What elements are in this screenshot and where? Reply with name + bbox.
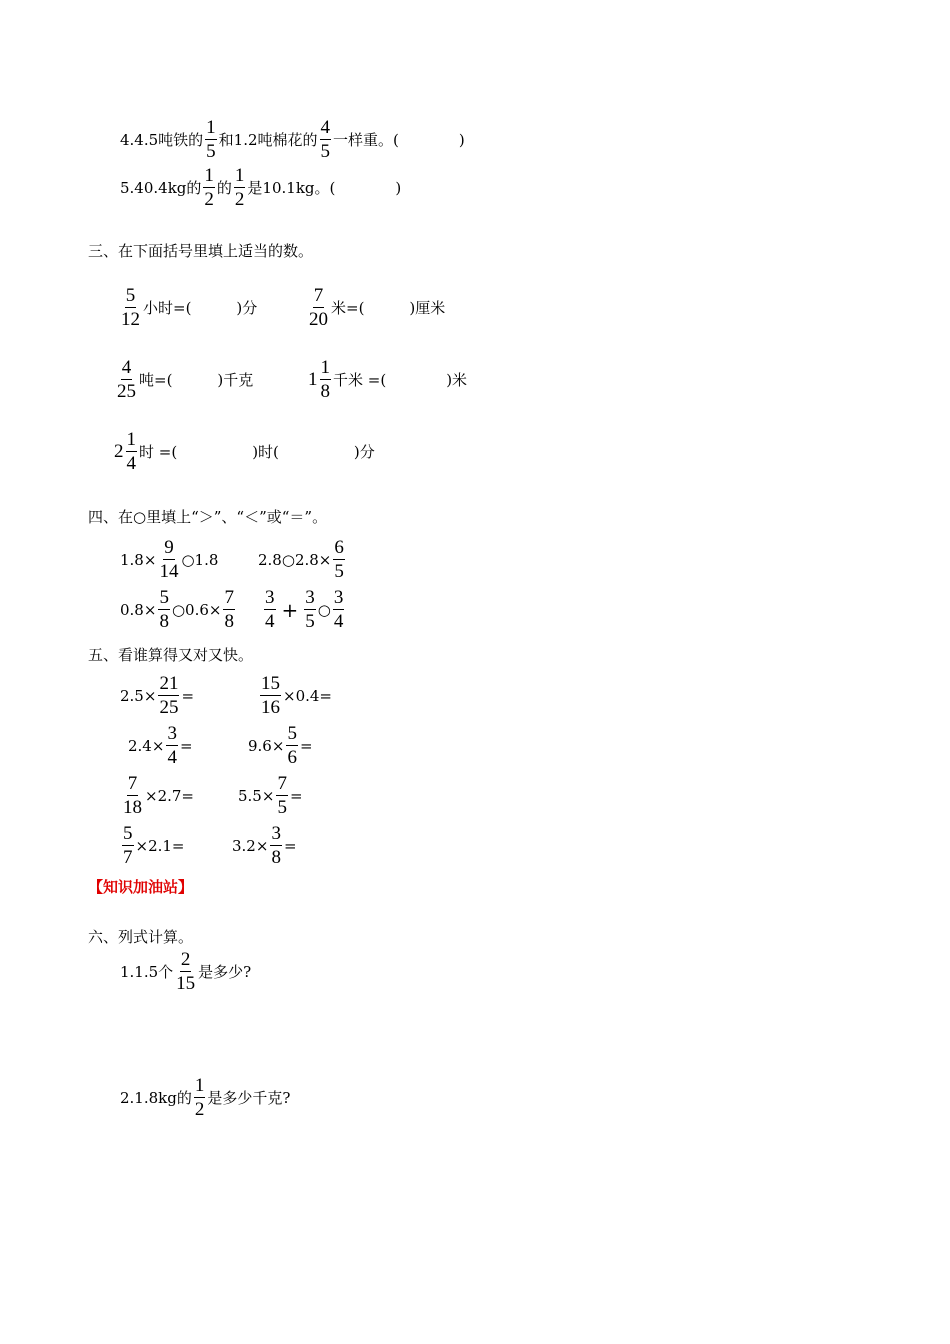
numerator: 4	[121, 357, 132, 378]
problem-text: 1.1.5个	[120, 963, 174, 981]
calc-text: ×2.7=	[145, 786, 194, 805]
compare-circle: ○	[317, 600, 331, 619]
denominator: 18	[123, 797, 142, 818]
denominator: 6	[287, 747, 297, 768]
knowledge-banner: 【知识加油站】	[88, 878, 194, 896]
fill-item-4-text: 千米 =( )米	[333, 371, 468, 389]
denominator: 4	[126, 453, 136, 474]
word-problem-1[interactable]	[120, 950, 251, 993]
numerator: 7	[313, 285, 324, 306]
fill-item-1-text: 小时=( )分	[143, 299, 258, 317]
denominator: 5	[334, 561, 344, 582]
numerator: 1	[234, 165, 245, 186]
denominator: 12	[121, 309, 140, 330]
denominator: 20	[309, 309, 328, 330]
compare-item-4[interactable]	[262, 588, 346, 631]
calc-text: 3.2×	[232, 836, 269, 855]
calc-item-6[interactable]	[238, 774, 303, 817]
judge-item-4	[120, 118, 465, 161]
denominator: 5	[206, 141, 216, 162]
fill-item-2-text: 米=( )厘米	[331, 299, 446, 317]
problem-text: 2.1.8kg的	[120, 1089, 192, 1107]
whole-number: 1	[308, 368, 318, 390]
section-3-title: 三、在下面括号里填上适当的数。	[88, 242, 314, 260]
fraction	[308, 286, 329, 329]
denominator: 2	[194, 1099, 205, 1120]
fraction	[158, 588, 170, 631]
fraction	[122, 824, 134, 867]
problem-text: 是多少?	[198, 963, 252, 981]
fraction	[276, 774, 288, 817]
compare-text: 0.8×	[120, 600, 157, 619]
judge-4-text-a: 4.4.5吨铁的	[120, 131, 204, 149]
calc-item-5[interactable]	[120, 774, 194, 817]
denominator: 16	[261, 697, 280, 718]
fill-item-4[interactable]	[308, 358, 467, 401]
numerator: 6	[334, 537, 344, 558]
calc-item-1[interactable]	[120, 674, 194, 717]
calc-text: =	[299, 736, 313, 755]
calc-item-3[interactable]	[128, 724, 193, 767]
denominator: 8	[320, 381, 330, 402]
numerator: 1	[204, 165, 214, 186]
numerator: 5	[125, 285, 136, 306]
fraction	[175, 950, 196, 993]
numerator: 9	[164, 537, 174, 558]
fill-item-3[interactable]	[114, 358, 253, 401]
calc-text: =	[289, 786, 303, 805]
denominator: 25	[117, 381, 136, 402]
plus-sign: +	[281, 597, 299, 622]
calc-item-8[interactable]	[232, 824, 297, 867]
numerator: 3	[167, 723, 177, 744]
calc-text: =	[283, 836, 297, 855]
calc-text: 5.5×	[238, 786, 275, 805]
numerator: 5	[159, 587, 169, 608]
fraction	[270, 824, 282, 867]
numerator: 1	[206, 117, 216, 138]
numerator: 1	[194, 1075, 205, 1096]
judge-5-text-b: 的	[216, 179, 232, 197]
compare-text: 2.8○2.8×	[258, 550, 332, 569]
compare-item-3[interactable]	[120, 588, 237, 631]
denominator: 2	[204, 189, 214, 210]
fraction	[333, 588, 345, 631]
numerator: 3	[271, 823, 281, 844]
fraction	[166, 724, 178, 767]
fraction	[116, 358, 137, 401]
compare-text: ○1.8	[181, 550, 219, 569]
fraction	[158, 674, 179, 717]
fill-item-3-text: 吨=( )千克	[139, 371, 254, 389]
denominator: 14	[159, 561, 179, 582]
fraction	[304, 588, 316, 631]
compare-item-1[interactable]	[120, 538, 218, 581]
denominator: 15	[176, 973, 196, 994]
compare-item-2[interactable]	[258, 538, 347, 581]
numerator: 3	[305, 587, 315, 608]
denominator: 8	[159, 611, 169, 632]
calc-text: ×2.1=	[135, 836, 185, 855]
whole-number: 2	[114, 440, 124, 462]
calc-text: ×0.4=	[283, 686, 332, 705]
judge-5-text-a: 5.40.4kg的	[120, 179, 202, 197]
denominator: 4	[167, 747, 177, 768]
fraction	[223, 588, 235, 631]
fill-item-5-text: 时 =( )时( )分	[139, 443, 375, 461]
fraction	[260, 674, 281, 717]
fraction	[264, 588, 276, 631]
judge-4-text-b: 和1.2吨棉花的	[218, 131, 318, 149]
fraction	[320, 358, 332, 401]
numerator: 1	[320, 357, 330, 378]
numerator: 5	[287, 723, 297, 744]
denominator: 5	[305, 611, 315, 632]
calc-text: 2.5×	[120, 686, 157, 705]
judge-item-5	[120, 166, 401, 209]
word-problem-2[interactable]	[120, 1076, 290, 1119]
denominator: 4	[333, 611, 344, 632]
denominator: 4	[265, 611, 275, 632]
compare-text: 1.8×	[120, 550, 157, 569]
numerator: 1	[126, 429, 136, 450]
fill-item-1[interactable]	[118, 286, 257, 329]
denominator: 5	[277, 797, 287, 818]
section-4-title: 四、在○里填上“＞”、“＜”或“＝”。	[88, 508, 328, 526]
numerator: 4	[320, 117, 331, 138]
denominator: 5	[320, 141, 331, 162]
numerator: 21	[159, 673, 179, 694]
numerator: 15	[261, 673, 280, 694]
compare-text: ○0.6×	[171, 600, 222, 619]
section-5-title: 五、看谁算得又对又快。	[88, 646, 254, 664]
numerator: 5	[123, 823, 133, 844]
fill-item-2[interactable]	[306, 286, 445, 329]
numerator: 7	[277, 773, 287, 794]
denominator: 25	[159, 697, 179, 718]
numerator: 7	[224, 587, 234, 608]
calc-item-2[interactable]	[258, 674, 332, 717]
fill-item-5[interactable]	[114, 430, 375, 473]
section-6-title: 六、列式计算。	[88, 928, 194, 946]
calc-text: =	[181, 686, 195, 705]
calc-text: =	[179, 736, 193, 755]
fraction	[203, 166, 215, 209]
fraction	[234, 166, 246, 209]
numerator: 3	[333, 587, 344, 608]
fraction	[120, 286, 141, 329]
fraction	[158, 538, 179, 581]
fraction	[126, 430, 138, 473]
fraction	[122, 774, 143, 817]
numerator: 3	[265, 587, 275, 608]
fraction	[333, 538, 345, 581]
numerator: 7	[127, 773, 138, 794]
problem-text: 是多少千克?	[207, 1089, 291, 1107]
denominator: 2	[234, 189, 245, 210]
judge-4-answer-blank[interactable]: 一样重。( )	[333, 131, 465, 149]
judge-5-answer-blank[interactable]: 是10.1kg。( )	[247, 179, 402, 197]
numerator: 2	[180, 949, 191, 970]
denominator: 8	[271, 847, 281, 868]
denominator: 7	[123, 847, 133, 868]
denominator: 8	[224, 611, 234, 632]
fraction	[194, 1076, 206, 1119]
calc-item-4[interactable]	[248, 724, 313, 767]
fraction	[320, 118, 332, 161]
calc-text: 9.6×	[248, 736, 285, 755]
calc-text: 2.4×	[128, 736, 165, 755]
calc-item-7[interactable]	[120, 824, 185, 867]
fraction	[205, 118, 217, 161]
fraction	[286, 724, 298, 767]
